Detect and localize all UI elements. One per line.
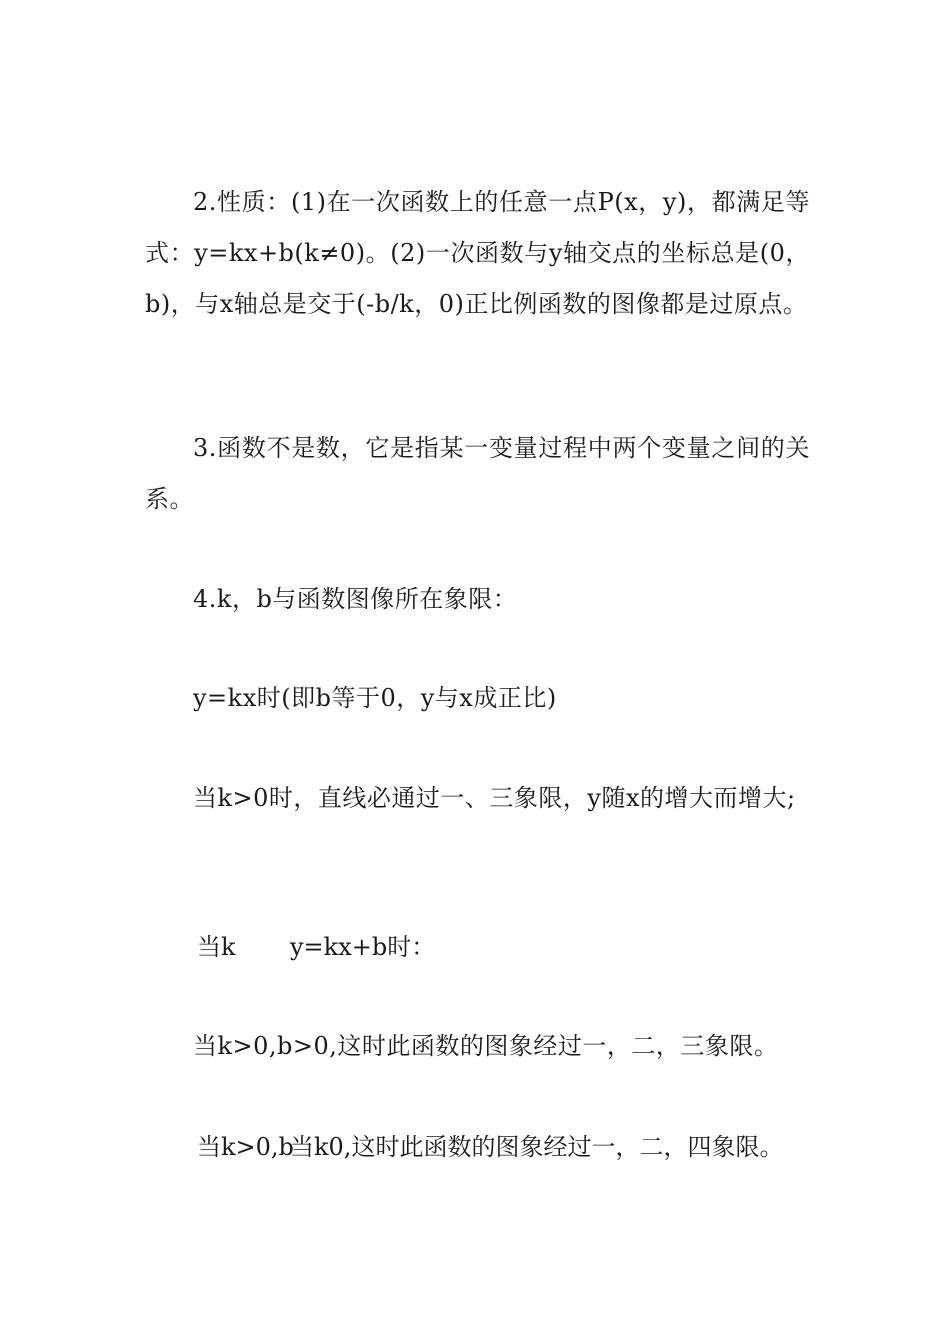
text-segment-quadrants-124: 当k0,这时此函数的图象经过一，二，四象限。 [290, 1133, 784, 1161]
paragraph-proportional: y=kx时(即b等于0，y与x成正比) [193, 684, 557, 712]
paragraph-quadrant-heading: 4.k，b与函数图像所在象限： [193, 585, 518, 613]
paragraph-function-definition: 3.函数不是数，它是指某一变量过程中两个变量之间的关系。 [145, 434, 810, 513]
text-segment-when-k: 当k [197, 933, 236, 961]
paragraph-k-b-positive: 当k>0,b>0,这时此函数的图象经过一，二，三象限。 [193, 1032, 779, 1060]
paragraph-k-positive: 当k>0时，直线必通过一、三象限，y随x的增大而增大; [193, 784, 796, 812]
paragraph-k-b-mixed [145, 1122, 810, 1224]
text-segment-k-positive-b: 当k>0,b [197, 1133, 294, 1161]
text-segment-linear-form: y=kx+b时： [290, 933, 436, 961]
paragraph-properties: 2.性质：(1)在一次函数上的任意一点P(x，y)，都满足等式：y=kx+b(k≠0)。(2)一次函数与y轴交点的坐标总是(0，b)，与x轴总是交于(-b/k，0)正比例函数的图像都是过原点。 [145, 188, 810, 318]
